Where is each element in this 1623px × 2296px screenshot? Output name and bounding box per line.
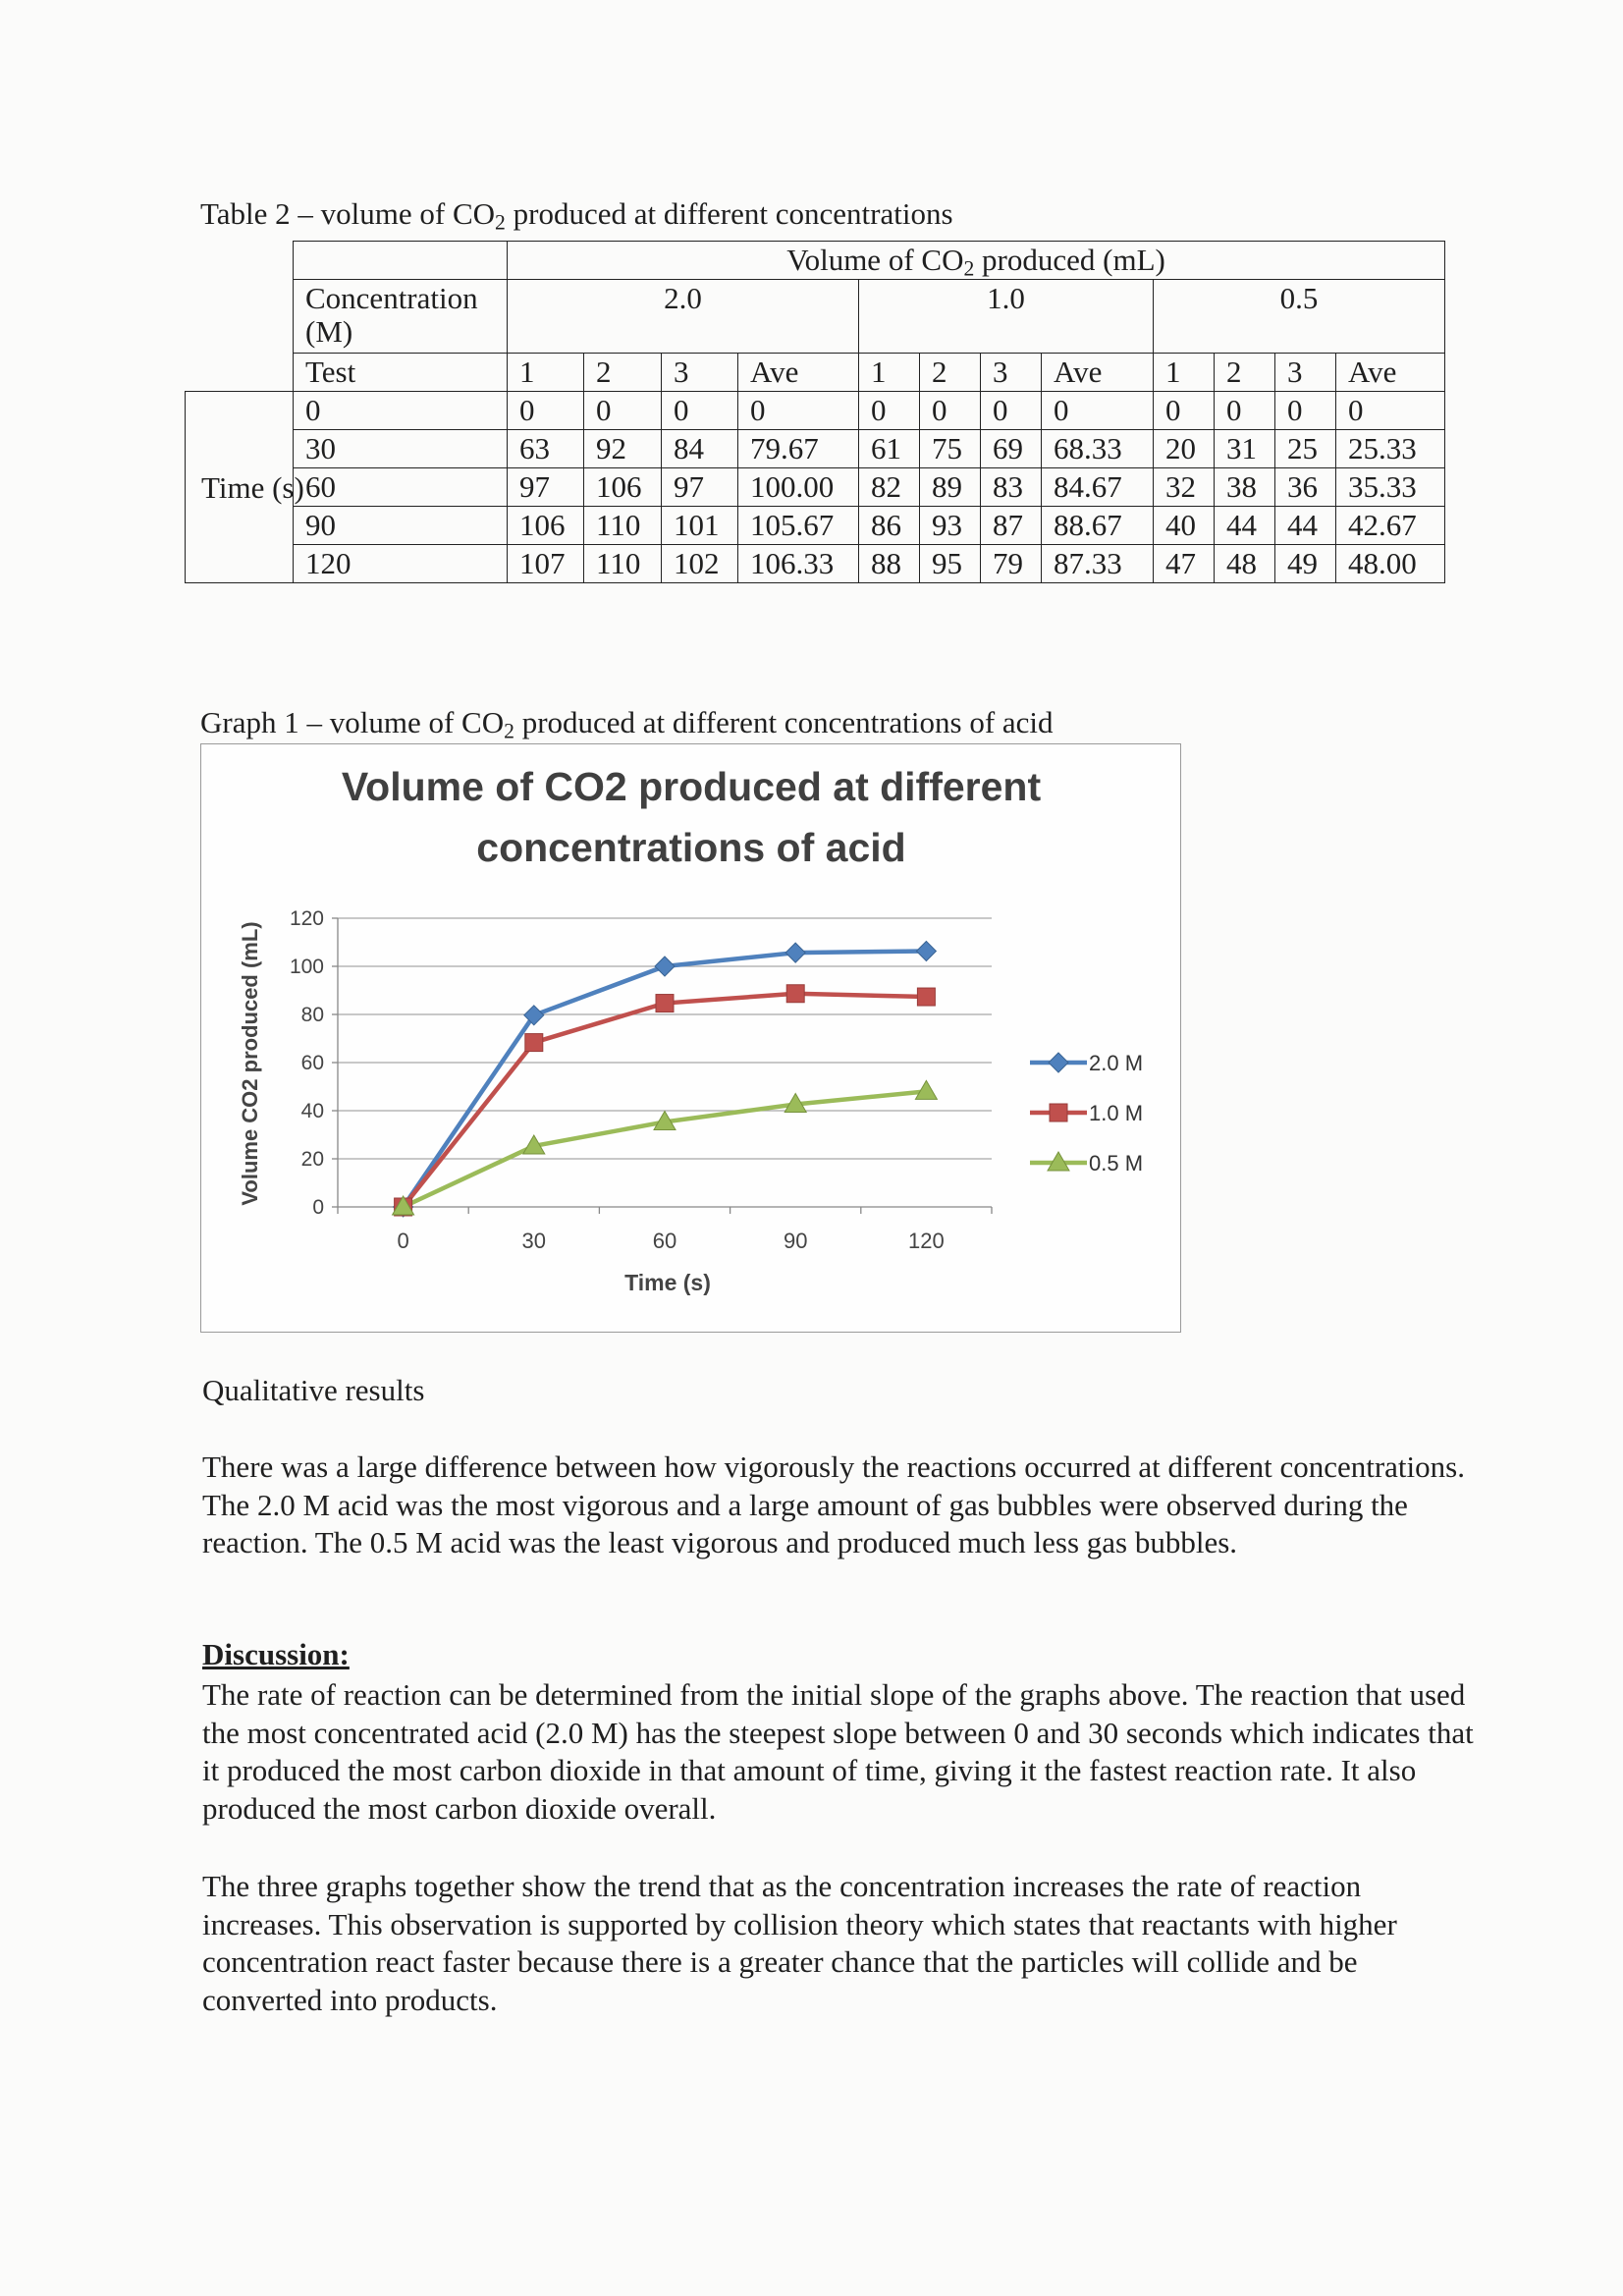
legend-marker: [1050, 1104, 1067, 1121]
table-cell: 106: [584, 468, 662, 507]
table-cell: 44: [1215, 507, 1275, 545]
y-tick-label: 120: [289, 907, 324, 930]
concentration-1-0: 1.0: [859, 280, 1154, 354]
table-cell: 107: [508, 545, 584, 583]
table-cell: 42.67: [1336, 507, 1445, 545]
table-cell: 84.67: [1042, 468, 1154, 507]
x-tick-label: 30: [521, 1229, 547, 1253]
data-point: [525, 1034, 543, 1052]
table-cell: 68.33: [1042, 430, 1154, 468]
data-point: [655, 957, 675, 976]
table-cell: 31: [1215, 430, 1275, 468]
data-point: [786, 985, 804, 1003]
table-cell: 89: [920, 468, 981, 507]
table-caption: [200, 196, 953, 235]
table-cell: 0: [662, 392, 738, 430]
test-column-header: 2: [584, 354, 662, 392]
time-value: 30: [294, 430, 508, 468]
table-cell: 100.00: [738, 468, 859, 507]
table-cell: 47: [1154, 545, 1215, 583]
x-tick-label: 90: [783, 1229, 808, 1253]
test-column-header: Ave: [1042, 354, 1154, 392]
table-cell: 20: [1154, 430, 1215, 468]
graph-caption-subscript: 2: [504, 719, 514, 743]
time-value: 120: [294, 545, 508, 583]
qualitative-heading: Qualitative results: [202, 1373, 425, 1407]
table-cell: 95: [920, 545, 981, 583]
table-cell: 92: [584, 430, 662, 468]
test-column-header: 3: [662, 354, 738, 392]
time-value: 60: [294, 468, 508, 507]
table-cell: 25.33: [1336, 430, 1445, 468]
time-value: 90: [294, 507, 508, 545]
x-axis-title: Time (s): [624, 1270, 711, 1295]
data-point: [656, 995, 674, 1012]
table-cell: 0: [1154, 392, 1215, 430]
co2-volume-table: [185, 241, 1445, 583]
co2-line-chart: [201, 744, 1180, 1332]
table-cell: 82: [859, 468, 920, 507]
table-cell: 79: [981, 545, 1042, 583]
chart-title: concentrations of acid: [476, 825, 906, 870]
table-cell: 0: [584, 392, 662, 430]
table-cell: 25: [1275, 430, 1336, 468]
table-cell: 105.67: [738, 507, 859, 545]
test-column-header: 1: [508, 354, 584, 392]
table-cell: 87: [981, 507, 1042, 545]
table-row: [186, 507, 1445, 545]
table-cell: 0: [859, 392, 920, 430]
concentration-0-5: 0.5: [1154, 280, 1445, 354]
volume-header: [508, 242, 1445, 280]
time-value: 0: [294, 392, 508, 430]
table-row: [186, 468, 1445, 507]
table-cell: 0: [1336, 392, 1445, 430]
discussion-paragraph-2: The three graphs together show the trend that as the concentration increases the rate of reaction increases. This observation is supported by collision theory which states that reactants with higher concentration react faster because there is a greater chance that the particles will collide and be converted into products.: [202, 1869, 1397, 2017]
table-row: [186, 545, 1445, 583]
concentration-row: [186, 280, 1445, 354]
data-point: [916, 941, 936, 960]
table-cell: 48: [1215, 545, 1275, 583]
table-cell: 61: [859, 430, 920, 468]
header-corner: [294, 242, 508, 280]
table-row: [186, 430, 1445, 468]
table-cell: 83: [981, 468, 1042, 507]
table-cell: 101: [662, 507, 738, 545]
qualitative-text: There was a large difference between how vigorously the reactions occurred at different concentrations. The 2.0 M acid was the most vigorous and a large amount of gas bubbles were observed during the reaction. The 0.5 M acid was the least vigorous and produced much less gas bubbles.: [202, 1449, 1465, 1559]
test-column-header: 2: [920, 354, 981, 392]
x-tick-label: 120: [908, 1229, 945, 1253]
table-cell: 63: [508, 430, 584, 468]
table-cell: 0: [1215, 392, 1275, 430]
test-column-header: 3: [1275, 354, 1336, 392]
test-column-header: 3: [981, 354, 1042, 392]
x-tick-label: 60: [652, 1229, 677, 1253]
table-cell: 93: [920, 507, 981, 545]
y-tick-label: 40: [300, 1100, 324, 1122]
table-cell: 110: [584, 545, 662, 583]
test-column-header: Ave: [1336, 354, 1445, 392]
table-cell: 0: [1042, 392, 1154, 430]
table-caption-text: Table 2 – volume of CO: [200, 196, 496, 231]
table-cell: 88.67: [1042, 507, 1154, 545]
table-cell: 84: [662, 430, 738, 468]
x-tick-label: 0: [397, 1229, 409, 1253]
volume-header-text: Volume of CO: [786, 243, 964, 277]
y-axis-title: Volume CO2 produced (mL): [238, 921, 262, 1206]
test-row: [186, 354, 1445, 392]
table-cell: 110: [584, 507, 662, 545]
table-cell: 38: [1215, 468, 1275, 507]
table-cell: 44: [1275, 507, 1336, 545]
header-row-volume: [186, 242, 1445, 280]
table-cell: 0: [981, 392, 1042, 430]
table-cell: 106.33: [738, 545, 859, 583]
table-cell: 75: [920, 430, 981, 468]
graph-caption-text: Graph 1 – volume of CO: [200, 705, 505, 739]
data-point: [917, 988, 935, 1006]
table-cell: 32: [1154, 468, 1215, 507]
table-cell: 87.33: [1042, 545, 1154, 583]
table-cell: 0: [1275, 392, 1336, 430]
discussion-paragraph-1: The rate of reaction can be determined from the initial slope of the graphs above. The reaction that used the most concentrated acid (2.0 M) has the steepest slope between 0 and 30 seconds which indicates that it produced the most carbon dioxide in that amount of time, giving it the fastest reaction rate. It also produced the most carbon dioxide overall.: [202, 1677, 1474, 1826]
table-cell: 79.67: [738, 430, 859, 468]
test-column-header: Ave: [738, 354, 859, 392]
table-cell: 0: [738, 392, 859, 430]
concentration-label: Concentration (M): [294, 280, 508, 354]
table-cell: 88: [859, 545, 920, 583]
legend-label: 0.5 M: [1089, 1151, 1144, 1175]
chart-title: Volume of CO2 produced at different: [341, 764, 1042, 809]
table-cell: 97: [508, 468, 584, 507]
y-tick-label: 0: [312, 1196, 324, 1219]
data-point: [785, 943, 805, 962]
y-tick-label: 80: [300, 1004, 324, 1026]
table-caption-text-end: produced at different concentrations: [505, 196, 953, 231]
table-cell: 49: [1275, 545, 1336, 583]
legend-marker: [1049, 1053, 1068, 1072]
table-cell: 48.00: [1336, 545, 1445, 583]
chart-frame: [200, 743, 1181, 1333]
volume-header-subscript: 2: [963, 256, 975, 281]
test-column-header: 1: [859, 354, 920, 392]
y-tick-label: 60: [300, 1052, 324, 1074]
test-column-header: 1: [1154, 354, 1215, 392]
legend-label: 2.0 M: [1089, 1051, 1144, 1075]
volume-header-text-end: produced (mL): [974, 243, 1165, 277]
table-cell: 0: [920, 392, 981, 430]
test-column-header: 2: [1215, 354, 1275, 392]
table-cell: 102: [662, 545, 738, 583]
discussion-heading: Discussion:: [202, 1637, 350, 1671]
y-tick-label: 100: [289, 956, 324, 978]
table-cell: 106: [508, 507, 584, 545]
concentration-2-0: 2.0: [508, 280, 859, 354]
table-cell: 35.33: [1336, 468, 1445, 507]
table-row: [186, 392, 1445, 430]
graph-caption-text-end: produced at different concentrations of acid: [514, 705, 1054, 739]
table-cell: 0: [508, 392, 584, 430]
time-label: Time (s): [186, 392, 294, 583]
graph-caption: [200, 705, 1054, 743]
table-cell: 97: [662, 468, 738, 507]
legend-label: 1.0 M: [1089, 1101, 1144, 1125]
test-label: Test: [294, 354, 508, 392]
table-cell: 40: [1154, 507, 1215, 545]
table-cell: 69: [981, 430, 1042, 468]
table-cell: 86: [859, 507, 920, 545]
y-tick-label: 20: [300, 1148, 324, 1171]
table-cell: 36: [1275, 468, 1336, 507]
table-caption-subscript: 2: [495, 210, 506, 235]
